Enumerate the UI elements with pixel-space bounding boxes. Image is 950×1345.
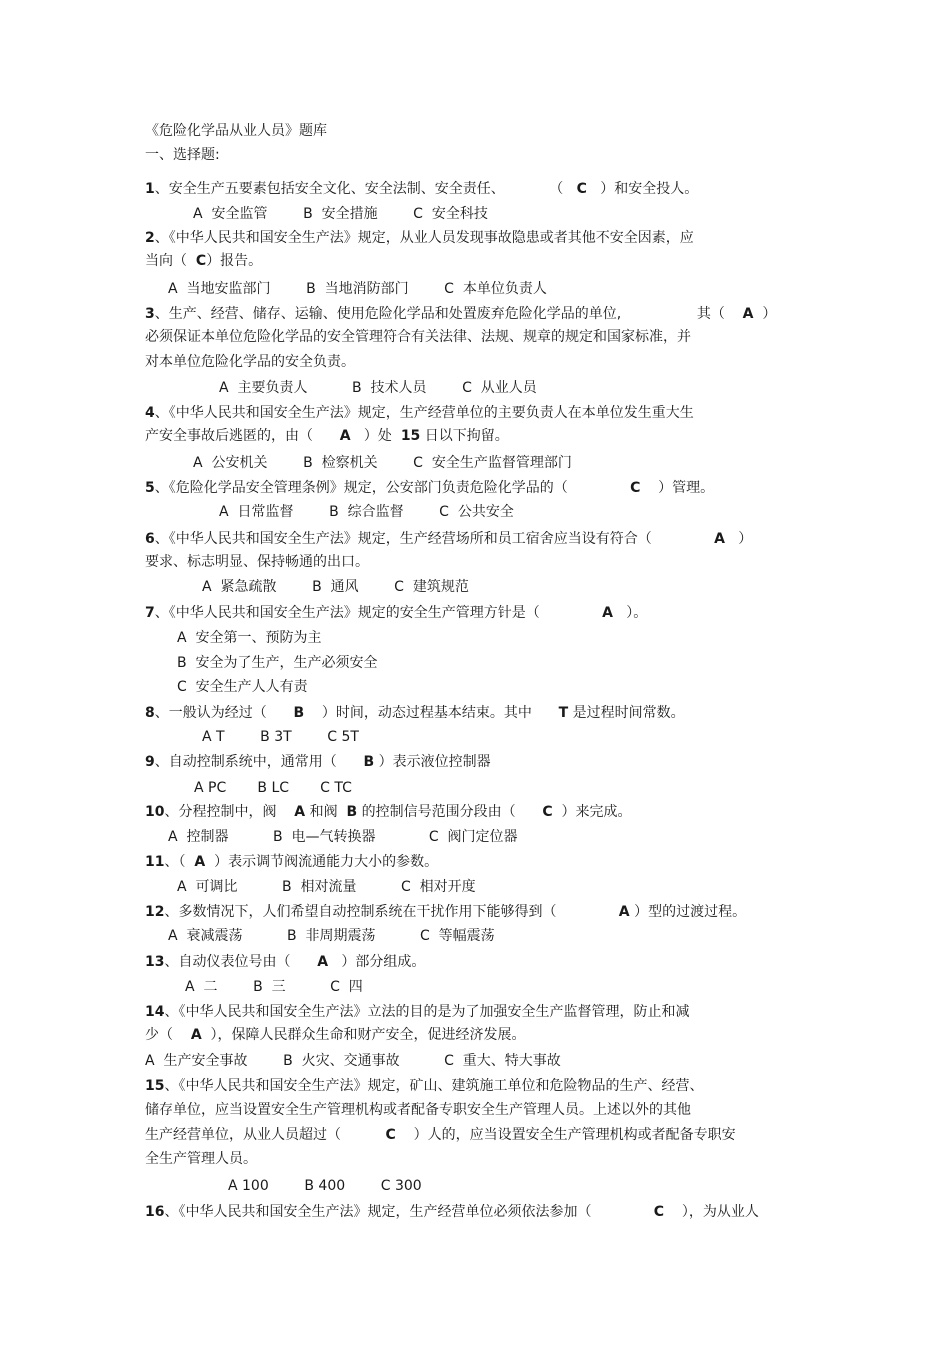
answer-options [177, 629, 321, 647]
question-number: 5 [145, 480, 155, 496]
question-number: 13 [145, 954, 165, 970]
question-stem [145, 903, 746, 921]
text-segment: 、安全生产五要素包括安全文化、安全法制、安全责任、 （ [154, 181, 577, 197]
text-segment: A 可调比 B 相对流量 C 相对开度 [177, 879, 476, 895]
question-stem-continued [145, 1026, 526, 1044]
text-segment: A 衰减震荡 B 非周期震荡 C 等幅震荡 [168, 928, 495, 944]
text-segment: ）型的过渡过程。 [629, 904, 747, 920]
document-title: 《危险化学品从业人员》题库 [145, 123, 327, 139]
text-segment: ）管理。 [640, 480, 715, 496]
answer-letter: A [742, 306, 754, 322]
answer-letter: B [346, 804, 358, 820]
answer-letter: A [602, 605, 613, 621]
question-stem-continued [145, 427, 509, 445]
text-segment: ），为从业人 [664, 1204, 759, 1220]
answer-letter: C [653, 1204, 665, 1220]
text-segment: 的控制信号范围分段由（ [357, 804, 543, 820]
answer-options [219, 503, 514, 521]
text-segment: 、自动控制系统中，通常用（ [154, 754, 364, 770]
question-number: 16 [145, 1204, 165, 1220]
answer-options [219, 379, 537, 397]
question-stem [145, 530, 752, 548]
text-segment: ）表示调节阀流通能力大小的参数。 [205, 854, 439, 870]
question-stem-continued [145, 1126, 736, 1144]
section-heading: 一、选择题: [145, 147, 220, 163]
text-segment: ） [753, 306, 777, 322]
text-segment: A 紧急疏散 B 通风 C 建筑规范 [202, 579, 469, 595]
question-number: 3 [145, 306, 155, 322]
question-number: 12 [145, 904, 165, 920]
text-segment: 、《中华人民共和国安全生产法》规定，生产经营单位的主要负责人在本单位发生重大生 [154, 405, 694, 421]
answer-letter: C [630, 480, 641, 496]
answer-options [193, 454, 572, 472]
text-segment: A 二 B 三 C 四 [185, 979, 363, 995]
text-segment: 少（ [145, 1027, 191, 1043]
question-stem [145, 753, 491, 771]
answer-letter: A [294, 804, 306, 820]
text-segment: A 日常监督 B 综合监督 C 公共安全 [219, 504, 514, 520]
text-segment: 、分程控制中，阀 [164, 804, 295, 820]
question-stem-continued [145, 252, 262, 270]
text-segment: 当向（ [145, 253, 196, 269]
question-number: 1 [145, 181, 155, 197]
question-stem [145, 1203, 759, 1221]
text-segment: 和阀 [305, 804, 347, 820]
answer-letter: C [542, 804, 553, 820]
question-stem [145, 853, 438, 871]
answer-options [177, 654, 378, 672]
question-stem [145, 180, 698, 198]
answer-letter: A [714, 531, 725, 547]
answer-letter: A [194, 854, 206, 870]
question-stem-continued [145, 353, 355, 371]
text-segment: ）。 [612, 605, 648, 621]
question-stem [145, 305, 776, 323]
text-segment: ）和安全投人。 [586, 181, 699, 197]
text-segment: ） [724, 531, 753, 547]
text-segment: A 100 B 400 C 300 [228, 1178, 422, 1194]
text-segment: 全生产管理人员。 [145, 1151, 257, 1167]
question-stem-continued [145, 328, 691, 346]
answer-letter: B [293, 705, 305, 721]
question-number: 2 [145, 230, 155, 246]
text-segment: 、（ [164, 854, 195, 870]
text-segment: 是过程时间常数。 [568, 705, 685, 721]
text-segment: 生产经营单位，从业人员超过（ [145, 1127, 386, 1143]
question-stem [145, 604, 647, 622]
question-stem [145, 479, 714, 497]
question-number: 11 [145, 854, 165, 870]
text-segment: 、《中华人民共和国安全生产法》规定，生产经营单位必须依法参加（ [164, 1204, 654, 1220]
question-stem [145, 404, 694, 422]
text-segment: 、《中华人民共和国安全生产法》规定的安全生产管理方针是（ [154, 605, 603, 621]
answer-letter: A [618, 904, 630, 920]
answer-letter: A [317, 954, 329, 970]
text-segment: 、一般认为经过（ [154, 705, 294, 721]
text-segment: 对本单位危险化学品的安全负责。 [145, 354, 355, 370]
text-segment: A 当地安监部门 B 当地消防部门 C 本单位负责人 [168, 281, 547, 297]
text-segment: 、《中华人民共和国安全生产法》规定，从业人员发现事故隐患或者其他不安全因素，应 [154, 230, 694, 246]
text-segment: 日以下拘留。 [420, 428, 509, 444]
question-number: 8 [145, 705, 155, 721]
answer-options [228, 1177, 422, 1195]
text-segment: 、生产、经营、储存、运输、使用危险化学品和处置废弃危险化学品的单位, 其（ [154, 306, 743, 322]
answer-options [168, 828, 518, 846]
text-segment: A 控制器 B 电—气转换器 C 阀门定位器 [168, 829, 518, 845]
answer-letter: A [190, 1027, 202, 1043]
question-stem [145, 953, 425, 971]
text-segment: A PC B LC C TC [194, 780, 352, 796]
question-stem-continued [145, 1150, 257, 1168]
text-segment: ）报告。 [206, 253, 263, 269]
text-segment: 、《中华人民共和国安全生产法》规定，矿山、建筑施工单位和危险物品的生产、经营、 [164, 1078, 704, 1094]
answer-options [202, 578, 469, 596]
text-segment: 储存单位，应当设置安全生产管理机构或者配备专职安全生产管理人员。上述以外的其他 [145, 1102, 691, 1118]
question-number: 15 [145, 1078, 165, 1094]
text-segment: ）来完成。 [552, 804, 632, 820]
question-number: 9 [145, 754, 155, 770]
text-segment: 、《中华人民共和国安全生产法》规定，生产经营场所和员工宿舍应当设有符合（ [154, 531, 715, 547]
answer-options [168, 280, 547, 298]
text-segment: ）部分组成。 [328, 954, 426, 970]
answer-letter: C [195, 253, 207, 269]
answer-options [202, 728, 359, 746]
text-segment: 要求、标志明显、保持畅通的出口。 [145, 554, 369, 570]
text-segment: 、自动仪表位号由（ [164, 954, 318, 970]
answer-options [185, 978, 363, 996]
question-number: 6 [145, 531, 155, 547]
answer-letter: A [339, 428, 351, 444]
text-segment: A 安全第一、预防为主 [177, 630, 322, 646]
answer-letter: 15 [400, 428, 421, 444]
question-number: 4 [145, 405, 155, 421]
question-stem [145, 1077, 703, 1095]
question-stem-continued [145, 1101, 691, 1119]
answer-letter: B [363, 754, 375, 770]
text-segment: B 安全为了生产，生产必须安全 [177, 655, 378, 671]
text-segment: ），保障人民群众生命和财产安全，促进经济发展。 [201, 1027, 526, 1043]
question-stem-continued [145, 553, 369, 571]
text-segment: A T B 3T C 5T [202, 729, 359, 745]
question-stem [145, 229, 694, 247]
text-segment: A 主要负责人 B 技术人员 C 从业人员 [219, 380, 537, 396]
question-number: 7 [145, 605, 155, 621]
text-segment: 、《危险化学品安全管理条例》规定，公安部门负责危险化学品的（ [154, 480, 631, 496]
answer-letter: T [558, 705, 569, 721]
question-stem [145, 704, 685, 722]
text-segment: A 安全监管 B 安全措施 C 安全科技 [193, 206, 488, 222]
text-segment: A 生产安全事故 B 火灾、交通事故 C 重大、特大事故 [145, 1053, 561, 1069]
text-segment: ）表示液位控制器 [374, 754, 491, 770]
text-segment: 必须保证本单位危险化学品的安全管理符合有关法律、法规、规章的规定和国家标准，并 [145, 329, 691, 345]
answer-options [177, 678, 308, 696]
text-segment: ）人的，应当设置安全生产管理机构或者配备专职安 [395, 1127, 736, 1143]
answer-options [193, 205, 488, 223]
text-segment: 、多数情况下，人们希望自动控制系统在干扰作用下能够得到（ [164, 904, 619, 920]
answer-letter: C [385, 1127, 396, 1143]
question-number: 10 [145, 804, 165, 820]
answer-options [168, 927, 495, 945]
text-segment: C 安全生产人人有责 [177, 679, 308, 695]
question-stem [145, 1003, 689, 1021]
answer-letter: C [576, 181, 587, 197]
text-segment: ）时间，动态过程基本结束。其中 [304, 705, 559, 721]
answer-options [194, 779, 352, 797]
question-number: 14 [145, 1004, 165, 1020]
answer-options [145, 1052, 561, 1070]
text-segment: 、《中华人民共和国安全生产法》立法的目的是为了加强安全生产监督管理，防止和减 [164, 1004, 690, 1020]
answer-options [177, 878, 476, 896]
text-segment: 产安全事故后逃匿的，由（ [145, 428, 340, 444]
question-stem [145, 803, 632, 821]
text-segment: A 公安机关 B 检察机关 C 安全生产监督管理部门 [193, 455, 572, 471]
text-segment: ）处 [350, 428, 401, 444]
